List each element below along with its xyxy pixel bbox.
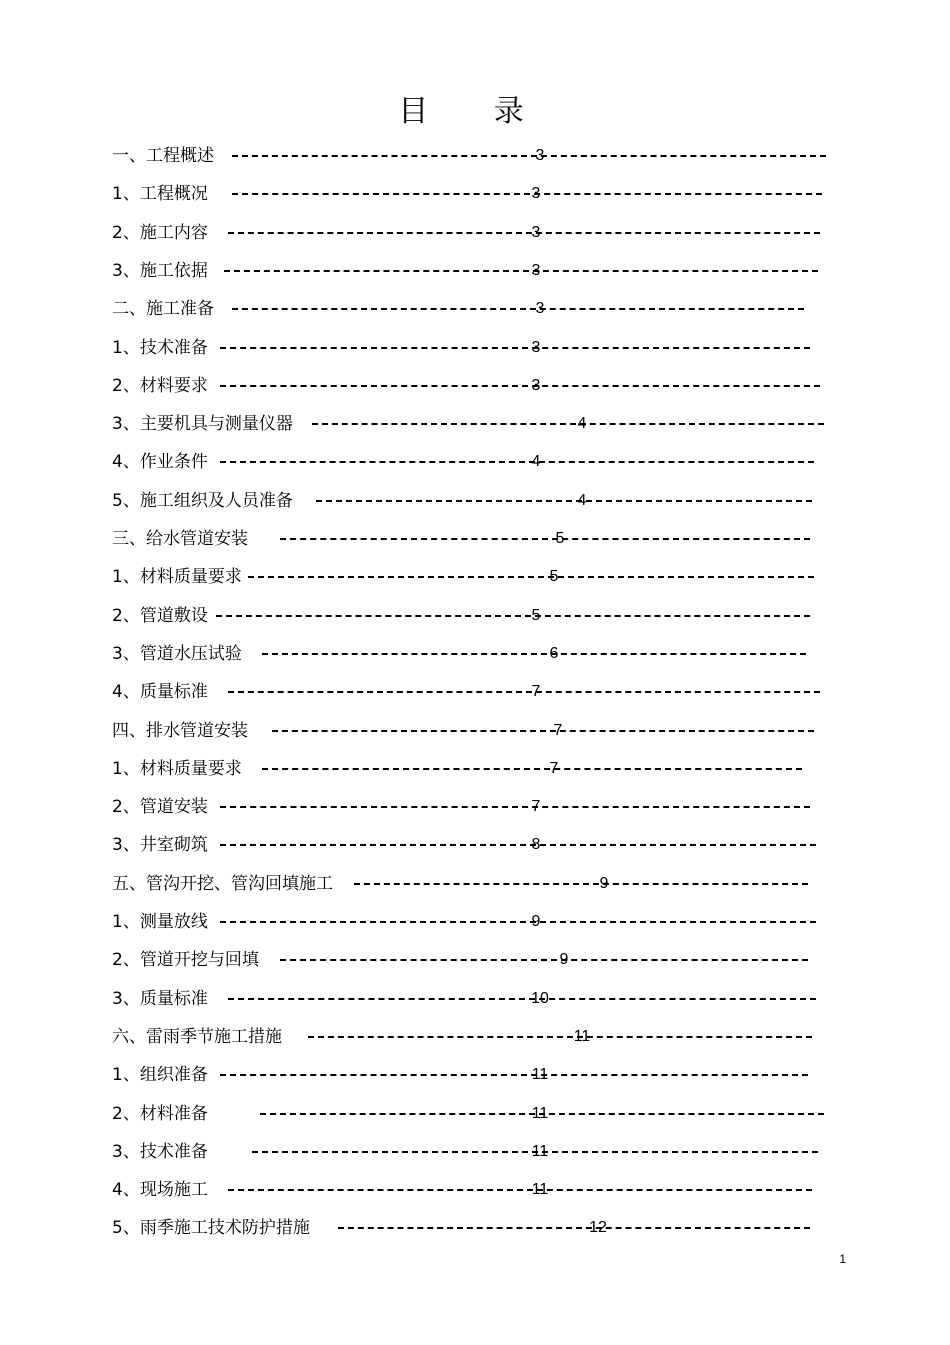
toc-entry[interactable] xyxy=(112,832,832,858)
toc-entry[interactable] xyxy=(112,756,832,782)
toc-entry-label: 3、质量标准 xyxy=(112,988,208,1009)
toc-entry-label: 一、工程概述 xyxy=(112,146,214,166)
toc-leader-line xyxy=(228,1189,812,1191)
toc-entry-label: 4、作业条件 xyxy=(112,452,208,473)
toc-entry-page: 11 xyxy=(531,1104,549,1122)
toc-entry[interactable] xyxy=(112,909,832,935)
toc-leader-line xyxy=(280,959,808,961)
toc-entry-page: 5 xyxy=(549,568,559,586)
toc-entry-page: 7 xyxy=(553,721,563,739)
toc-entry[interactable] xyxy=(112,1024,832,1050)
toc-leader-line xyxy=(220,844,816,846)
toc-leader-line xyxy=(308,1036,812,1038)
toc-entry-page: 9 xyxy=(531,913,541,930)
toc-entry-label: 3、施工依据 xyxy=(112,260,208,281)
toc-entry[interactable] xyxy=(112,794,832,820)
toc-entry[interactable] xyxy=(112,986,832,1012)
toc-entry-label: 4、质量标准 xyxy=(112,682,208,703)
toc-entry-page: 12 xyxy=(589,1219,607,1237)
toc-entry[interactable] xyxy=(112,335,832,361)
toc-entry[interactable] xyxy=(112,411,832,437)
toc-entry-page: 7 xyxy=(531,798,541,816)
toc-leader-line xyxy=(224,270,818,272)
toc-leader-line xyxy=(316,500,812,502)
toc-leader-line xyxy=(262,653,806,655)
toc-leader-line xyxy=(262,768,802,770)
toc-entry-label: 2、管道安装 xyxy=(112,797,208,818)
toc-leader-line xyxy=(272,730,814,732)
toc-entry-page: 3 xyxy=(531,185,541,203)
toc-entry-page: 4 xyxy=(577,415,587,433)
toc-entry-label: 3、管道水压试验 xyxy=(112,643,242,664)
toc-entry-label: 三、给水管道安装 xyxy=(112,529,248,549)
toc-entry-label: 2、施工内容 xyxy=(112,222,208,243)
toc-entry-label: 3、技术准备 xyxy=(112,1141,208,1162)
toc-entry-page: 9 xyxy=(559,951,569,969)
toc-entry-label: 2、材料要求 xyxy=(112,375,208,396)
toc-entry-label: 4、现场施工 xyxy=(112,1180,208,1201)
toc-entry[interactable] xyxy=(112,143,832,169)
toc-entry[interactable] xyxy=(112,220,832,246)
toc-entry[interactable] xyxy=(112,1215,832,1241)
toc-entry-page: 11 xyxy=(531,1142,549,1160)
toc-entry-page: 6 xyxy=(549,644,559,662)
toc-entry-label: 1、测量放线 xyxy=(112,912,208,932)
toc-entry-page: 7 xyxy=(549,759,559,777)
toc-entry[interactable] xyxy=(112,181,832,207)
toc-entry-page: 7 xyxy=(531,683,541,701)
toc-entry[interactable] xyxy=(112,564,832,590)
toc-entry-page: 11 xyxy=(573,1027,591,1045)
toc-entry[interactable] xyxy=(112,641,832,667)
toc-leader-line xyxy=(216,615,810,617)
toc-entry-label: 3、主要机具与测量仪器 xyxy=(112,414,293,435)
toc-entry[interactable] xyxy=(112,947,832,973)
toc-entry-page: 3 xyxy=(531,338,541,356)
toc-entry[interactable] xyxy=(112,296,832,322)
toc-entry[interactable] xyxy=(112,871,832,897)
toc-leader-line xyxy=(312,423,824,425)
toc-entry-label: 2、管道开挖与回填 xyxy=(112,950,259,971)
toc-entry-label: 5、施工组织及人员准备 xyxy=(112,490,293,511)
toc-entry-label: 2、管道敷设 xyxy=(112,605,208,626)
page-number: 1 xyxy=(839,1252,846,1266)
toc-leader-line xyxy=(220,806,810,808)
toc-entry[interactable] xyxy=(112,1139,832,1165)
toc-leader-line xyxy=(232,308,804,310)
toc-entry-page: 8 xyxy=(531,836,541,854)
toc-leader-line xyxy=(248,576,814,578)
toc-entry-label: 1、组织准备 xyxy=(112,1065,208,1086)
toc-leader-line xyxy=(338,1227,810,1229)
toc-leader-line xyxy=(280,538,810,540)
toc-entry[interactable] xyxy=(112,258,832,284)
toc-entry-label: 四、排水管道安装 xyxy=(112,720,248,741)
toc-leader-line xyxy=(220,921,816,923)
toc-entry-page: 5 xyxy=(531,606,541,624)
toc-entry[interactable] xyxy=(112,526,832,552)
toc-entry[interactable] xyxy=(112,488,832,514)
toc-entry[interactable] xyxy=(112,373,832,399)
toc-entry-page: 11 xyxy=(531,1066,549,1084)
toc-entry-label: 二、施工准备 xyxy=(112,299,214,320)
toc-entry[interactable] xyxy=(112,449,832,475)
toc-entry-page: 9 xyxy=(599,874,609,892)
toc-entry[interactable] xyxy=(112,1062,832,1088)
document-title: 目 录 xyxy=(398,94,552,129)
toc-entry-label: 5、雨季施工技术防护措施 xyxy=(112,1218,310,1239)
toc-leader-line xyxy=(220,347,810,349)
toc-entry[interactable] xyxy=(112,1177,832,1203)
toc-entry-page: 3 xyxy=(531,261,541,279)
toc-entry[interactable] xyxy=(112,1101,832,1127)
toc-entry[interactable] xyxy=(112,603,832,629)
toc-leader-line xyxy=(354,883,808,885)
toc-entry-page: 10 xyxy=(531,989,549,1007)
toc-leader-line xyxy=(220,1074,808,1076)
toc-entry-page: 5 xyxy=(555,530,565,547)
toc-entry[interactable] xyxy=(112,718,832,744)
toc-entry-label: 1、材料质量要求 xyxy=(112,758,242,779)
toc-entry-page: 3 xyxy=(535,147,545,164)
toc-leader-line xyxy=(220,461,814,463)
toc-entry-label: 3、井室砌筑 xyxy=(112,835,208,856)
toc-entry-label: 1、工程概况 xyxy=(112,184,208,205)
toc-leader-line xyxy=(220,385,820,387)
toc-entry-label: 2、材料准备 xyxy=(112,1103,208,1124)
toc-entry-page: 11 xyxy=(531,1181,549,1199)
toc-entry-page: 4 xyxy=(577,491,587,509)
toc-entry-label: 六、雷雨季节施工措施 xyxy=(112,1026,282,1047)
toc-entry-label: 五、管沟开挖、管沟回填施工 xyxy=(112,873,333,894)
toc-entry-page: 4 xyxy=(531,453,541,471)
toc-entry-page: 3 xyxy=(531,223,541,241)
toc-entry[interactable] xyxy=(112,679,832,705)
toc-entry-label: 1、技术准备 xyxy=(112,337,208,358)
toc-leader-line xyxy=(228,998,816,1000)
toc-entry-label: 1、材料质量要求 xyxy=(112,567,242,588)
toc-entry-page: 3 xyxy=(531,376,541,394)
toc-entry-page: 3 xyxy=(535,300,545,318)
